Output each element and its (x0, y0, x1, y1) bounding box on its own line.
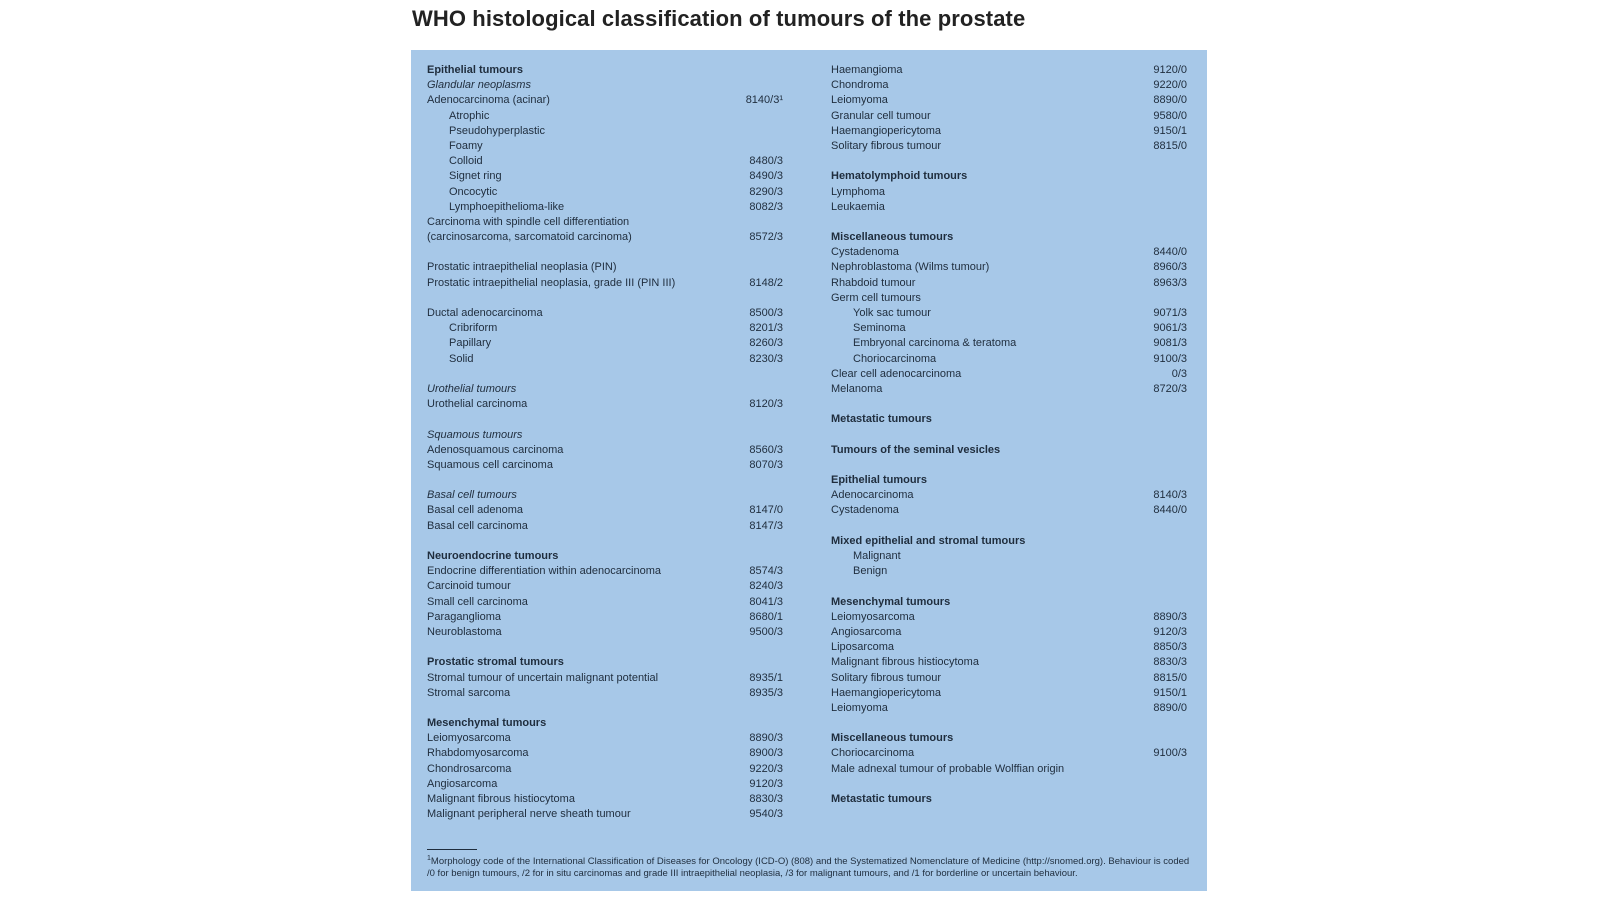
entry-label: Cystadenoma (831, 246, 899, 259)
icd-o-code: 8720/3 (1153, 382, 1187, 395)
entry-label: Stromal tumour of uncertain malignant potential (427, 671, 659, 684)
icd-o-code: 8070/3 (749, 458, 783, 471)
entry-row (427, 230, 783, 245)
entry-label: Malignant (853, 550, 901, 562)
icd-o-code: 8963/3 (1153, 276, 1187, 289)
icd-o-code: 9100/3 (1153, 352, 1187, 365)
entry-label: Rhabdomyosarcoma (427, 747, 529, 760)
icd-o-code: 9150/1 (1153, 124, 1187, 137)
entry-row (427, 336, 783, 351)
spacer (427, 245, 783, 260)
icd-o-code: 8850/3 (1153, 641, 1187, 654)
entry-row (427, 139, 783, 154)
entry-label: Chondroma (831, 79, 889, 92)
entry-row (427, 595, 783, 610)
entry-label: Leiomyosarcoma (831, 610, 915, 623)
entry-label: Glandular neoplasms (427, 79, 531, 92)
icd-o-code: 8890/0 (1153, 94, 1187, 107)
entry-row (831, 139, 1187, 154)
entry-label: Neuroendocrine tumours (427, 550, 559, 562)
section-heading (831, 595, 1187, 610)
entry-label: Benign (853, 565, 888, 578)
entry-label: Miscellaneous tumours (831, 732, 954, 745)
icd-o-code: 8500/3 (749, 307, 783, 319)
entry-label: Prostatic intraepithelial neoplasia (PIN) (427, 261, 617, 274)
section-heading (831, 731, 1187, 746)
entry-row (427, 124, 783, 139)
entry-label: Adenosquamous carcinoma (427, 443, 564, 456)
icd-o-code: 8230/3 (749, 352, 783, 365)
entry-row (831, 655, 1187, 670)
icd-o-code: 8960/3 (1153, 261, 1187, 274)
entry-label: Oncocytic (449, 185, 498, 198)
entry-row (427, 625, 783, 640)
entry-row (831, 124, 1187, 139)
icd-o-code: 8140/3 (1153, 489, 1187, 502)
icd-o-code: 8815/0 (1153, 139, 1187, 152)
entry-label: Metastatic tumours (831, 793, 932, 805)
entry-row (831, 640, 1187, 655)
subsection-heading (427, 382, 783, 397)
entry-label: Squamous cell carcinoma (427, 458, 553, 471)
entry-row (831, 503, 1187, 518)
spacer (831, 579, 1187, 594)
entry-row (427, 579, 783, 594)
icd-o-code: 8140/3¹ (745, 94, 783, 107)
entry-label: Leiomyoma (831, 94, 888, 107)
section-heading (831, 534, 1187, 549)
section-heading (427, 63, 783, 78)
entry-row (831, 78, 1187, 93)
entry-label: Haemangiopericytoma (831, 686, 942, 699)
entry-row (427, 503, 783, 518)
left-column (427, 63, 783, 822)
icd-o-code: 8572/3 (749, 231, 783, 244)
entry-label: Angiosarcoma (831, 625, 902, 638)
icd-o-code: 8147/0 (749, 504, 783, 517)
entry-label: Adenocarcinoma (acinar) (427, 94, 550, 107)
entry-label: Prostatic intraepithelial neoplasia, grade III (PIN III) (427, 276, 676, 289)
entry-label: Urothelial carcinoma (427, 398, 528, 411)
entry-label: Male adnexal tumour of probable Wolffian origin (831, 762, 1065, 775)
entry-label: Mixed epithelial and stromal tumours (831, 534, 1026, 547)
icd-o-code: 8147/3 (749, 519, 783, 532)
entry-row (831, 276, 1187, 291)
icd-o-code: 9120/3 (1153, 625, 1187, 638)
spacer (427, 701, 783, 716)
entry-label: Endocrine differentiation within adenocarcinoma (427, 565, 661, 578)
entry-label: Mesenchymal tumours (427, 717, 547, 730)
entry-label: Solid (449, 352, 474, 365)
entry-row (831, 260, 1187, 275)
entry-row (831, 762, 1187, 777)
entry-label: Metastatic tumours (831, 413, 932, 426)
icd-o-code: 9120/3 (749, 777, 783, 790)
entry-label: Atrophic (449, 109, 490, 122)
section-heading (831, 792, 1187, 807)
entry-label: Malignant peripheral nerve sheath tumour (427, 808, 631, 821)
footnote-text: Morphology code of the International Classification of Diseases for Oncology (ICD-O) (808) and the Systematized Nomenclature of Medicine (http://snomed.org). Behaviour is coded /0 for benign tumours, /2 for in situ carcinomas and grade III intraepithelial neoplasia, /3 for malignant tumours, and /1 for borderline or uncertain behaviour. (427, 856, 1190, 880)
icd-o-code: 8490/3 (749, 170, 783, 183)
icd-o-code: 8041/3 (749, 595, 783, 608)
icd-o-code: 9120/0 (1153, 64, 1187, 76)
entry-label: Urothelial tumours (427, 382, 517, 395)
entry-row (831, 291, 1187, 306)
icd-o-code: 8082/3 (749, 200, 783, 213)
entry-label: Angiosarcoma (427, 777, 498, 790)
icd-o-code: 8890/3 (749, 732, 783, 745)
spacer (427, 291, 783, 306)
icd-o-code: 8935/1 (749, 671, 783, 684)
entry-row (427, 321, 783, 336)
spacer (831, 716, 1187, 731)
entry-label: Choriocarcinoma (853, 352, 937, 365)
icd-o-code: 8815/0 (1153, 671, 1187, 684)
entry-label: Foamy (449, 139, 483, 152)
entry-label: Hematolymphoid tumours (831, 170, 968, 183)
entry-label: Solitary fibrous tumour (831, 671, 942, 684)
entry-row (831, 367, 1187, 382)
spacer (831, 777, 1187, 792)
subsection-heading (427, 428, 783, 443)
entry-row (427, 564, 783, 579)
entry-row (427, 458, 783, 473)
spacer (831, 215, 1187, 230)
entry-row (427, 260, 783, 275)
icd-o-code: 8680/1 (749, 610, 783, 623)
entry-row (831, 701, 1187, 716)
icd-o-code: 8890/0 (1153, 701, 1187, 714)
icd-o-code: 9061/3 (1153, 322, 1187, 335)
entry-row (427, 807, 783, 822)
entry-label: Leukaemia (831, 200, 885, 213)
entry-row (427, 154, 783, 169)
entry-label: Leiomyosarcoma (427, 732, 511, 745)
icd-o-code: 8480/3 (749, 155, 783, 168)
icd-o-code: 8440/0 (1153, 504, 1187, 517)
entry-label: (carcinosarcoma, sarcomatoid carcinoma) (427, 231, 632, 244)
entry-label: Lymphoma (831, 185, 886, 198)
entry-label: Epithelial tumours (831, 474, 927, 487)
icd-o-code: 8440/0 (1153, 246, 1187, 259)
classification-panel (411, 50, 1207, 891)
entry-row (427, 276, 783, 291)
entry-row (427, 777, 783, 792)
entry-row (831, 185, 1187, 200)
icd-o-code: 8201/3 (749, 322, 783, 335)
icd-o-code: 8290/3 (749, 185, 783, 198)
spacer (427, 473, 783, 488)
entry-row (831, 200, 1187, 215)
entry-label: Clear cell adenocarcinoma (831, 367, 962, 380)
entry-label: Nephroblastoma (Wilms tumour) (831, 261, 990, 274)
entry-row (831, 746, 1187, 761)
entry-label: Basal cell carcinoma (427, 519, 528, 532)
entry-label: Squamous tumours (427, 428, 523, 441)
spacer (831, 519, 1187, 534)
entry-row (831, 686, 1187, 701)
icd-o-code: 8890/3 (1153, 610, 1187, 623)
entry-row (831, 336, 1187, 351)
entry-label: Stromal sarcoma (427, 686, 511, 699)
entry-row (831, 93, 1187, 108)
entry-label: Rhabdoid tumour (831, 276, 916, 289)
entry-row (427, 746, 783, 761)
spacer (427, 412, 783, 427)
section-heading (427, 549, 783, 564)
entry-row (427, 731, 783, 746)
entry-label: Paraganglioma (427, 610, 501, 623)
spacer (427, 640, 783, 655)
entry-row (427, 169, 783, 184)
entry-label: Neuroblastoma (427, 625, 502, 638)
entry-label: Granular cell tumour (831, 109, 931, 122)
section-heading (831, 230, 1187, 245)
section-heading (831, 412, 1187, 427)
entry-label: Mesenchymal tumours (831, 595, 951, 608)
section-heading (831, 443, 1187, 458)
entry-label: Miscellaneous tumours (831, 231, 954, 244)
icd-o-code: 0/3 (1171, 367, 1187, 380)
icd-o-code: 9150/1 (1153, 686, 1187, 699)
entry-row (427, 93, 783, 108)
spacer (427, 534, 783, 549)
entry-row (427, 185, 783, 200)
subsection-heading (427, 78, 783, 93)
entry-row (427, 109, 783, 124)
entry-label: Leiomyoma (831, 701, 888, 714)
entry-row (831, 245, 1187, 260)
entry-row (831, 63, 1187, 78)
entry-label: Signet ring (449, 170, 502, 183)
entry-row (427, 686, 783, 701)
entry-row (427, 443, 783, 458)
entry-label: Carcinoma with spindle cell differentiation (427, 215, 630, 228)
icd-o-code: 9100/3 (1153, 747, 1187, 760)
entry-label: Tumours of the seminal vesicles (831, 443, 1001, 456)
entry-row (427, 792, 783, 807)
entry-row (427, 762, 783, 777)
entry-label: Malignant fibrous histiocytoma (831, 656, 979, 669)
entry-label: Cystadenoma (831, 504, 899, 517)
entry-row (427, 519, 783, 534)
icd-o-code: 8830/3 (749, 793, 783, 805)
entry-label: Yolk sac tumour (853, 307, 931, 319)
entry-row (427, 397, 783, 412)
entry-label: Cribriform (449, 322, 498, 335)
entry-label: Haemangiopericytoma (831, 124, 942, 137)
spacer (831, 154, 1187, 169)
entry-row (427, 610, 783, 625)
icd-o-code: 9540/3 (749, 808, 783, 821)
right-column (831, 63, 1187, 807)
subsection-heading (427, 488, 783, 503)
icd-o-code: 8574/3 (749, 565, 783, 578)
entry-row (427, 200, 783, 215)
entry-row (831, 564, 1187, 579)
section-heading (427, 655, 783, 670)
section-heading (427, 716, 783, 731)
entry-row (831, 321, 1187, 336)
entry-label: Germ cell tumours (831, 291, 921, 304)
icd-o-code: 8260/3 (749, 337, 783, 350)
spacer (831, 458, 1187, 473)
spacer (831, 397, 1187, 412)
entry-row (831, 671, 1187, 686)
icd-o-code: 8120/3 (749, 398, 783, 411)
entry-label: Prostatic stromal tumours (427, 656, 564, 669)
entry-label: Adenocarcinoma (831, 489, 914, 502)
footnote-marker: 1 (427, 855, 431, 862)
footnote (427, 853, 1197, 880)
footnote-rule (427, 849, 477, 850)
entry-label: Embryonal carcinoma & teratoma (853, 337, 1017, 350)
entry-row (831, 488, 1187, 503)
entry-label: Basal cell adenoma (427, 504, 524, 517)
entry-row (831, 306, 1187, 321)
icd-o-code: 8240/3 (749, 580, 783, 593)
entry-row (831, 352, 1187, 367)
entry-row (427, 352, 783, 367)
icd-o-code: 8900/3 (749, 747, 783, 760)
entry-row (831, 549, 1187, 564)
section-heading (831, 473, 1187, 488)
spacer (427, 367, 783, 382)
section-heading (831, 169, 1187, 184)
entry-label: Liposarcoma (831, 641, 894, 654)
entry-row (427, 671, 783, 686)
icd-o-code: 9220/0 (1153, 79, 1187, 92)
entry-label: Chondrosarcoma (427, 762, 512, 775)
entry-label: Small cell carcinoma (427, 595, 528, 608)
entry-label: Melanoma (831, 382, 883, 395)
entry-label: Epithelial tumours (427, 64, 523, 76)
entry-label: Basal cell tumours (427, 489, 517, 502)
entry-row (427, 306, 783, 321)
entry-label: Papillary (449, 337, 492, 350)
entry-label: Seminoma (853, 322, 906, 335)
entry-label: Carcinoid tumour (427, 580, 511, 593)
entry-row (831, 610, 1187, 625)
entry-label: Malignant fibrous histiocytoma (427, 793, 575, 805)
icd-o-code: 8830/3 (1153, 656, 1187, 669)
entry-label: Choriocarcinoma (831, 747, 915, 760)
icd-o-code: 9500/3 (749, 625, 783, 638)
entry-label: Lymphoepithelioma-like (449, 200, 565, 213)
entry-label: Ductal adenocarcinoma (427, 307, 543, 319)
spacer (831, 428, 1187, 443)
page-title: WHO histological classification of tumours of the prostate (412, 6, 1026, 31)
entry-row (831, 625, 1187, 640)
entry-row (831, 382, 1187, 397)
entry-label: Solitary fibrous tumour (831, 139, 942, 152)
icd-o-code: 8560/3 (749, 443, 783, 456)
icd-o-code: 9071/3 (1153, 307, 1187, 319)
icd-o-code: 9580/0 (1153, 109, 1187, 122)
icd-o-code: 9081/3 (1153, 337, 1187, 350)
entry-label: Haemangioma (831, 64, 903, 76)
entry-label: Pseudohyperplastic (449, 124, 546, 137)
icd-o-code: 8148/2 (749, 276, 783, 289)
entry-row (427, 215, 783, 230)
entry-row (831, 109, 1187, 124)
entry-label: Colloid (449, 155, 483, 168)
icd-o-code: 8935/3 (749, 686, 783, 699)
icd-o-code: 9220/3 (749, 762, 783, 775)
